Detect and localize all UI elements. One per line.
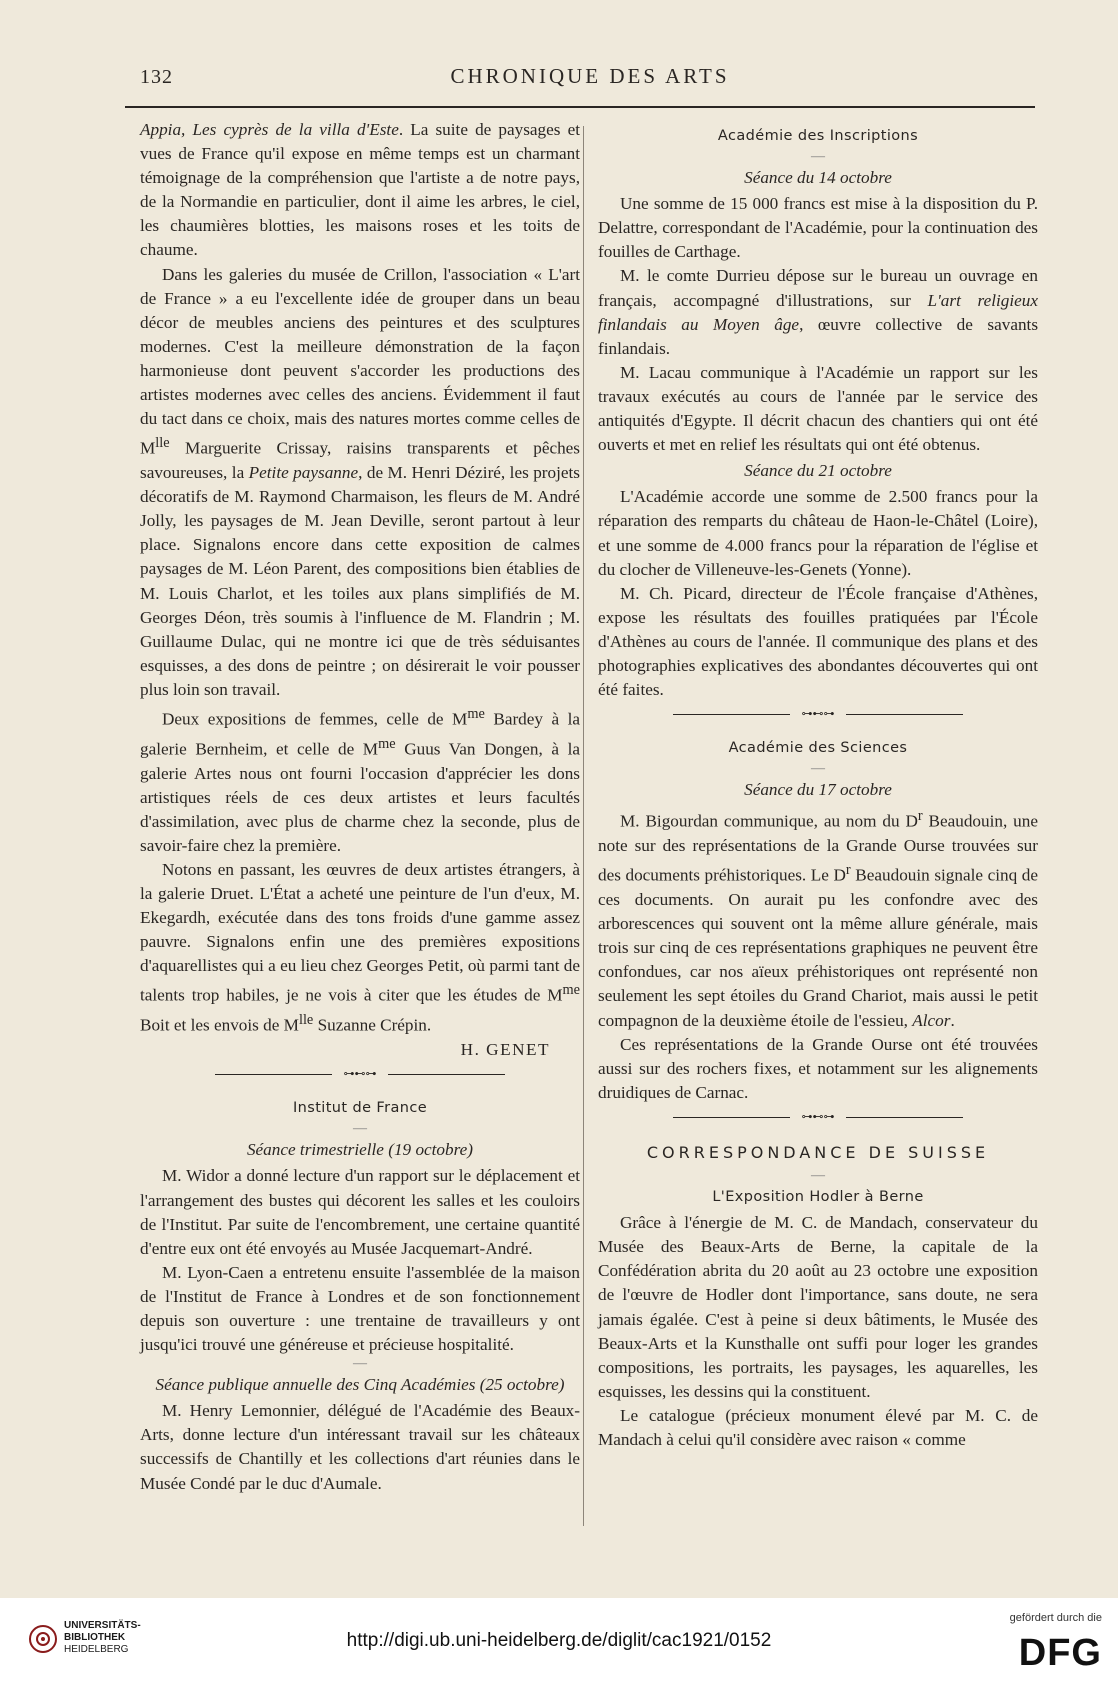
paragraph: Ces représentations de la Grande Ourse ont été trouvées aussi sur des rochers fixes, et notamment sur les alignements druidiques de Carnac.: [598, 1034, 1038, 1102]
paragraph: M. le comte Durrieu dépose sur le bureau un ouvrage en français, accompagné d'illustrations, sur L'art religieux finlandais au Moyen âge, œuvre collective de savants finlandais.: [598, 266, 1039, 358]
paragraph: L'Académie accorde une somme de 2.500 francs pour la réparation des remparts du château de Haon-le-Châtel (Loire), et une somme de 4.000 francs pour la réparation de l'église et du clocher de Villeneuve-les-Genets (Yonne).: [598, 487, 1038, 579]
dfg-logo: DFG: [1018, 1632, 1102, 1674]
ornament-knot: ⊶⊷⊶: [332, 1067, 388, 1081]
running-title: CHRONIQUE DES ARTS: [450, 64, 730, 88]
paragraph: Appia, Les cyprès de la villa d'Este. La suite de paysages et vues de France qu'il expose en même temps est un charmant témoignage de la compréhension que l'artiste a de notre pays, de la Normandie en particulier, dont il aime les arbres, le ciel, les chaumières blotties, les maisons roses et les toits de chaume.: [140, 120, 580, 260]
author-signature: H. GENET: [460, 1040, 550, 1060]
section-dash: —: [811, 149, 825, 165]
paragraph: M. Ch. Picard, directeur de l'École française d'Athènes, expose les résultats des fouilles pratiquées par l'École d'Athènes au cours de l'année. Il communique des plans et des photographies explicatives des abondantes découvertes qui ont été faites.: [598, 583, 1038, 700]
funding-note: gefördert durch die: [1009, 1612, 1102, 1624]
paragraph: M. Widor a donné lecture d'un rapport sur le déplacement et l'arrangement des bustes qui décorent les salles et les couloirs de l'Institut. Par suite de l'encombrement, une certaine quantité d'entre eux ont été envoyés au Musée Jacquemart-André.: [140, 1166, 580, 1258]
left-column: [140, 118, 580, 1496]
paragraph: Une somme de 15 000 francs est mise à la disposition du P. Delattre, correspondant de l'Académie, pour la continuation des fouilles de Carthage.: [598, 194, 1038, 262]
session-heading: Séance publique annuelle des Cinq Académies (25 octobre): [155, 1375, 565, 1395]
column-divider: [583, 126, 584, 1526]
section-title: Institut de France: [292, 1100, 428, 1117]
section-ornament: [140, 1062, 580, 1088]
page-number: 132: [140, 66, 173, 88]
section-title: CORRESPONDANCE DE SUISSE: [646, 1142, 990, 1162]
section-ornament: [598, 1105, 1038, 1131]
ornament-knot: ⊶⊷⊶: [790, 707, 846, 721]
section-dash: —: [811, 761, 825, 777]
paragraph: Deux expositions de femmes, celle de $M^{me}$ Bardey à la galerie Bernheim, et celle de $M^{me}$ Guus Van Dongen, à la galerie Artes nous ont fourni l'occasion d'apprécier les dons artistiques réels de ces deux artistes et leurs facultés d'assimilation, avec plus de charme chez la seconde, plus de savoir-faire chez la première.: [140, 705, 580, 855]
header-rule: [125, 106, 1035, 108]
source-url-link[interactable]: http://digi.ub.uni-heidelberg.de/diglit/cac1921/0152: [346, 1630, 772, 1651]
section-dash: —: [811, 1168, 825, 1184]
paragraph: M. Lacau communique à l'Académie un rapport sur les travaux exécutés au cours de l'année par le service des antiquités d'Egypte. Il décrit chacun des chantiers qui ont été ouverts et met en relief les résultats qui ont été obtenus.: [598, 362, 1038, 455]
paragraph: M. Lyon-Caen a entretenu ensuite l'assemblée de la maison de l'Institut de France à Londres et de son fonctionnement depuis son ouverture : une trentaine de travailleurs y ont jusqu'ici trouvé une généreuse et précieuse hospitalité.: [140, 1262, 580, 1355]
paragraph: Le catalogue (précieux monument élevé par M. C. de Mandach à celui qu'il considère avec raison « comme: [598, 1405, 1038, 1449]
section-title: Académie des Sciences: [728, 740, 908, 757]
article-subtitle: L'Exposition Hodler à Berne: [712, 1189, 924, 1206]
paragraph: Grâce à l'énergie de M. C. de Mandach, conservateur du Musée des Beaux-Arts de Berne, la capitale de la Confédération abrita du 20 août au 23 octobre une exposition de l'œuvre de Hodler dont l'importance, sans doute, ne sera jamais égalée. C'est à peine si deux bâtiments, le Musée des Beaux-Arts et la Kunsthalle ont suffi pour loger les grandes compositions, les portraits, les paysages, les aquarelles, les esquisses, les dessins qui la constituent.: [598, 1213, 1038, 1401]
paragraph: Dans les galeries du musée de Crillon, l'association « L'art de France » a eu l'excellente idée de grouper dans un beau décor de meubles anciens des peintures et des sculptures modernes. C'est la meilleure démonstration de la façon harmonieuse dont peuvent s'accorder les productions des artistes modernes avec celles des anciens. Évidemment il faut du tact dans ce choix, mais des natures mortes comme celles de $M^{lle}$ Marguerite Crissay, raisins transparents et pêches savoureuses, la Petite paysanne, de M. Henri Déziré, les projets décoratifs de M. Raymond Charmaison, les fleurs de M. André Jolly, les paysages de M. Jean Deville, seront partout à leur place. Signalons encore dans cette exposition de calmes paysages de M. Léon Parent, des compositions bien établies de M. Louis Charlot, et les toiles aux plans simplifiés de M. Georges Déon, très soumis à l'influence de M. Flandrin ; M. Guillaume Dulac, qui ne montre ici que de très séduisantes esquisses, a des dons de peintre ; on désirerait le voir pousser plus loin son travail.: [140, 264, 580, 699]
section-dash: —: [353, 1121, 367, 1137]
session-heading: Séance trimestrielle (19 octobre): [246, 1140, 474, 1160]
paragraph: M. Henry Lemonnier, délégué de l'Académie des Beaux-Arts, donne lecture d'un intéressant travail sur les châteaux successifs de Chantilly et les collections d'art réunies dans le Musée Condé par le duc d'Aumale.: [140, 1401, 580, 1493]
section-dash: —: [353, 1356, 367, 1372]
session-heading: Séance du 14 octobre: [744, 168, 892, 188]
footer-bar: [0, 1598, 1118, 1684]
session-heading: Séance du 17 octobre: [744, 780, 892, 800]
right-column: [598, 118, 1038, 1452]
library-logo: UNIVERSITÄTS- BIBLIOTHEK HEIDELBERG: [28, 1620, 158, 1670]
ornament-knot: ⊶⊷⊶: [790, 1110, 846, 1124]
paragraph: Notons en passant, les œuvres de deux artistes étrangers, à la galerie Druet. L'État a acheté une peinture de l'un d'eux, M. Ekegardh, exécutée dans des tons froids d'une gamme assez pauvre. Signalons enfin une des premières expositions d'aquarellistes qui a eu lieu chez Georges Petit, où parmi tant de talents trop habiles, je ne vois à citer que les études de $M^{me}$ Boit et les envois de $M^{lle}$ Suzanne Crépin.: [140, 860, 580, 1036]
paragraph: M. Bigourdan communique, au nom du $D^r$ Beaudouin, une note sur des représentations de la Grande Ourse trouvées sur des documents préhistoriques. Le $D^r$ Beaudouin signale cinq de ces documents. On aurait pu les confondre avec des arborescences qui souvent ont la même allure générale, mais trois sur cinq de ces représentations graphiques ne peuvent être confondues, car nos aïeux préhistoriques ont représenté non seulement les sept étoiles du Grand Chariot, mais aussi le petit compagnon de la deuxième étoile de l'essieu, Alcor.: [598, 808, 1038, 1030]
section-ornament: [598, 702, 1038, 728]
page-header: [140, 62, 1040, 92]
section-title: Académie des Inscriptions: [717, 128, 919, 144]
session-heading: Séance du 21 octobre: [744, 461, 892, 481]
